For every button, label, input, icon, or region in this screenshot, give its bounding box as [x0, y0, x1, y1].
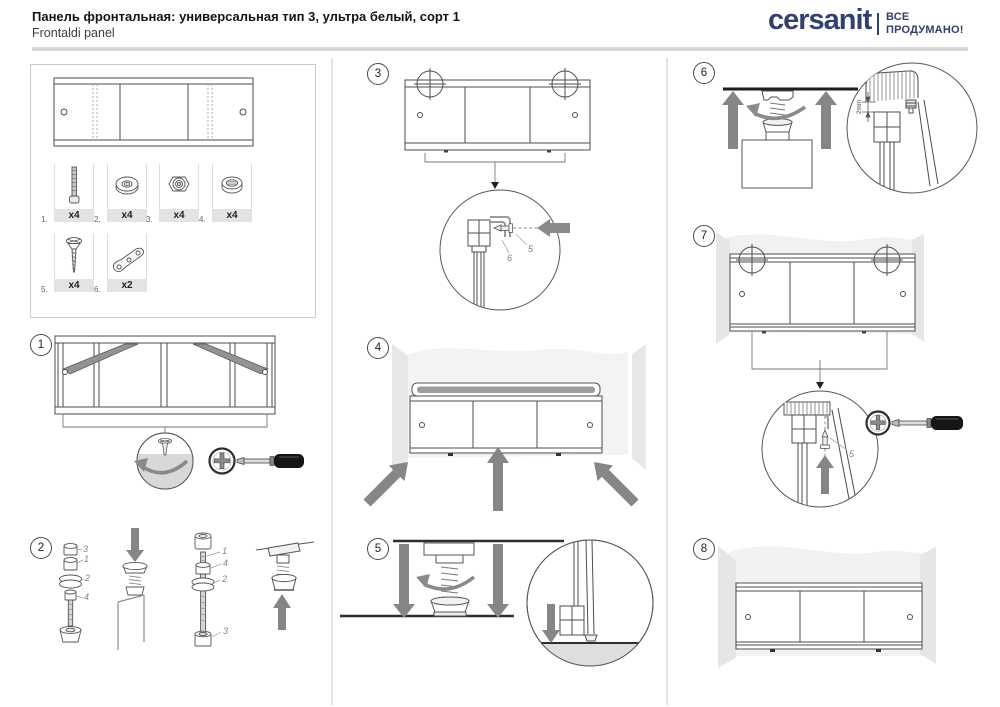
pointer-arrowhead [816, 382, 824, 389]
part-qty: x4 [54, 209, 94, 222]
step-7-figure [666, 224, 1000, 516]
step-3-figure [340, 58, 652, 320]
part-card-5 [41, 234, 94, 294]
part-card-2 [94, 164, 147, 224]
callout-label: 2 [85, 573, 91, 583]
part-number: 3. [146, 215, 153, 224]
callout-label: 2 [222, 574, 228, 584]
leg-insert-drawing [118, 528, 147, 650]
rotation-arrow [754, 107, 805, 118]
part-qty: x4 [159, 209, 199, 222]
phillips-bit-icon [867, 412, 890, 435]
screw-callout-label: 5 [528, 244, 534, 254]
bracket-callout-label: 6 [507, 253, 513, 263]
detail-circle-gap [847, 63, 977, 193]
logo-tagline-line1: ВСЕ [886, 11, 910, 23]
header-rule [32, 47, 968, 51]
part-qty: x2 [107, 279, 147, 292]
parts-box [30, 64, 316, 318]
bath-panel-top-view [405, 80, 590, 153]
part-number: 4. [199, 215, 206, 224]
logo-divider [877, 13, 879, 35]
phillips-bit-icon [210, 449, 235, 474]
panel-overview-drawing [31, 65, 315, 160]
step-8-figure [666, 514, 1000, 707]
part-card-3 [146, 164, 199, 224]
detail-circle-floor [527, 540, 653, 666]
detail-circle-screw-up [762, 391, 878, 507]
callout-label: 3 [223, 626, 229, 636]
bath-panel-front [410, 396, 602, 456]
rotation-arrow [424, 577, 474, 589]
step-6-badge: 6 [693, 62, 715, 84]
part-qty: x4 [54, 279, 94, 292]
part-number: 5. [41, 285, 48, 294]
step-2-badge: 2 [30, 537, 52, 559]
step-4-figure [340, 328, 652, 530]
callout-label: 1 [84, 554, 90, 564]
part-number: 6. [94, 285, 101, 294]
page-title: Панель фронтальная: универсальная тип 3, ультра белый, сорт 1 [32, 9, 460, 24]
corner-bracket-icon [107, 234, 147, 279]
screwdriver-icon [237, 454, 304, 468]
bath-rim [412, 383, 600, 396]
logo-tagline-line2: ПРОДУМАНО! [886, 24, 964, 36]
part-qty: x4 [212, 209, 252, 222]
column-divider-left [331, 58, 333, 705]
step-1-badge: 1 [30, 334, 52, 356]
leg-assembled-drawing [256, 542, 314, 630]
callout-label: 4 [84, 592, 90, 602]
callout-label: 1 [222, 546, 228, 556]
detail-circle-screwing [134, 433, 194, 490]
cap-nut-icon [159, 164, 199, 209]
step-2-figure [30, 520, 320, 705]
step-6-figure [666, 56, 1000, 224]
callout-label: 3 [83, 544, 89, 554]
step-3-badge: 3 [367, 63, 389, 85]
cersanit-logo: cersanit [768, 4, 872, 36]
part-qty: x4 [107, 209, 147, 222]
callout-bracket [425, 153, 565, 182]
logo-tagline [886, 11, 964, 37]
panel-rear-frame [55, 336, 275, 414]
callout-bracket [752, 331, 887, 382]
leg-exploded-stack-right [192, 533, 221, 646]
step-7-badge: 7 [693, 225, 715, 247]
part-card-4 [199, 164, 252, 224]
flange-nut-icon [107, 164, 147, 209]
lock-nut-icon [212, 164, 252, 209]
callout-label: 4 [223, 558, 229, 568]
step-5-badge: 5 [367, 538, 389, 560]
screw-callout-label: 5 [849, 449, 855, 459]
part-card-6 [94, 234, 147, 294]
screw-icon [54, 234, 94, 279]
part-card-1 [41, 164, 94, 224]
pointer-arrowhead [491, 182, 499, 189]
adjustable-foot [424, 543, 474, 616]
step-4-badge: 4 [367, 337, 389, 359]
detail-circle-bracket [440, 190, 570, 310]
screwdriver-icon [892, 416, 963, 430]
step-1-figure [30, 330, 315, 505]
step-8-badge: 8 [693, 538, 715, 560]
part-number: 2. [94, 215, 101, 224]
part-number: 1. [41, 215, 48, 224]
bath-panel-installed [736, 583, 922, 652]
page-subtitle: Frontaldi panel [32, 26, 115, 40]
leg-exploded-stack-left [60, 544, 85, 642]
gap-label: 2mm [856, 99, 863, 115]
stud-bolt-icon [54, 164, 94, 209]
